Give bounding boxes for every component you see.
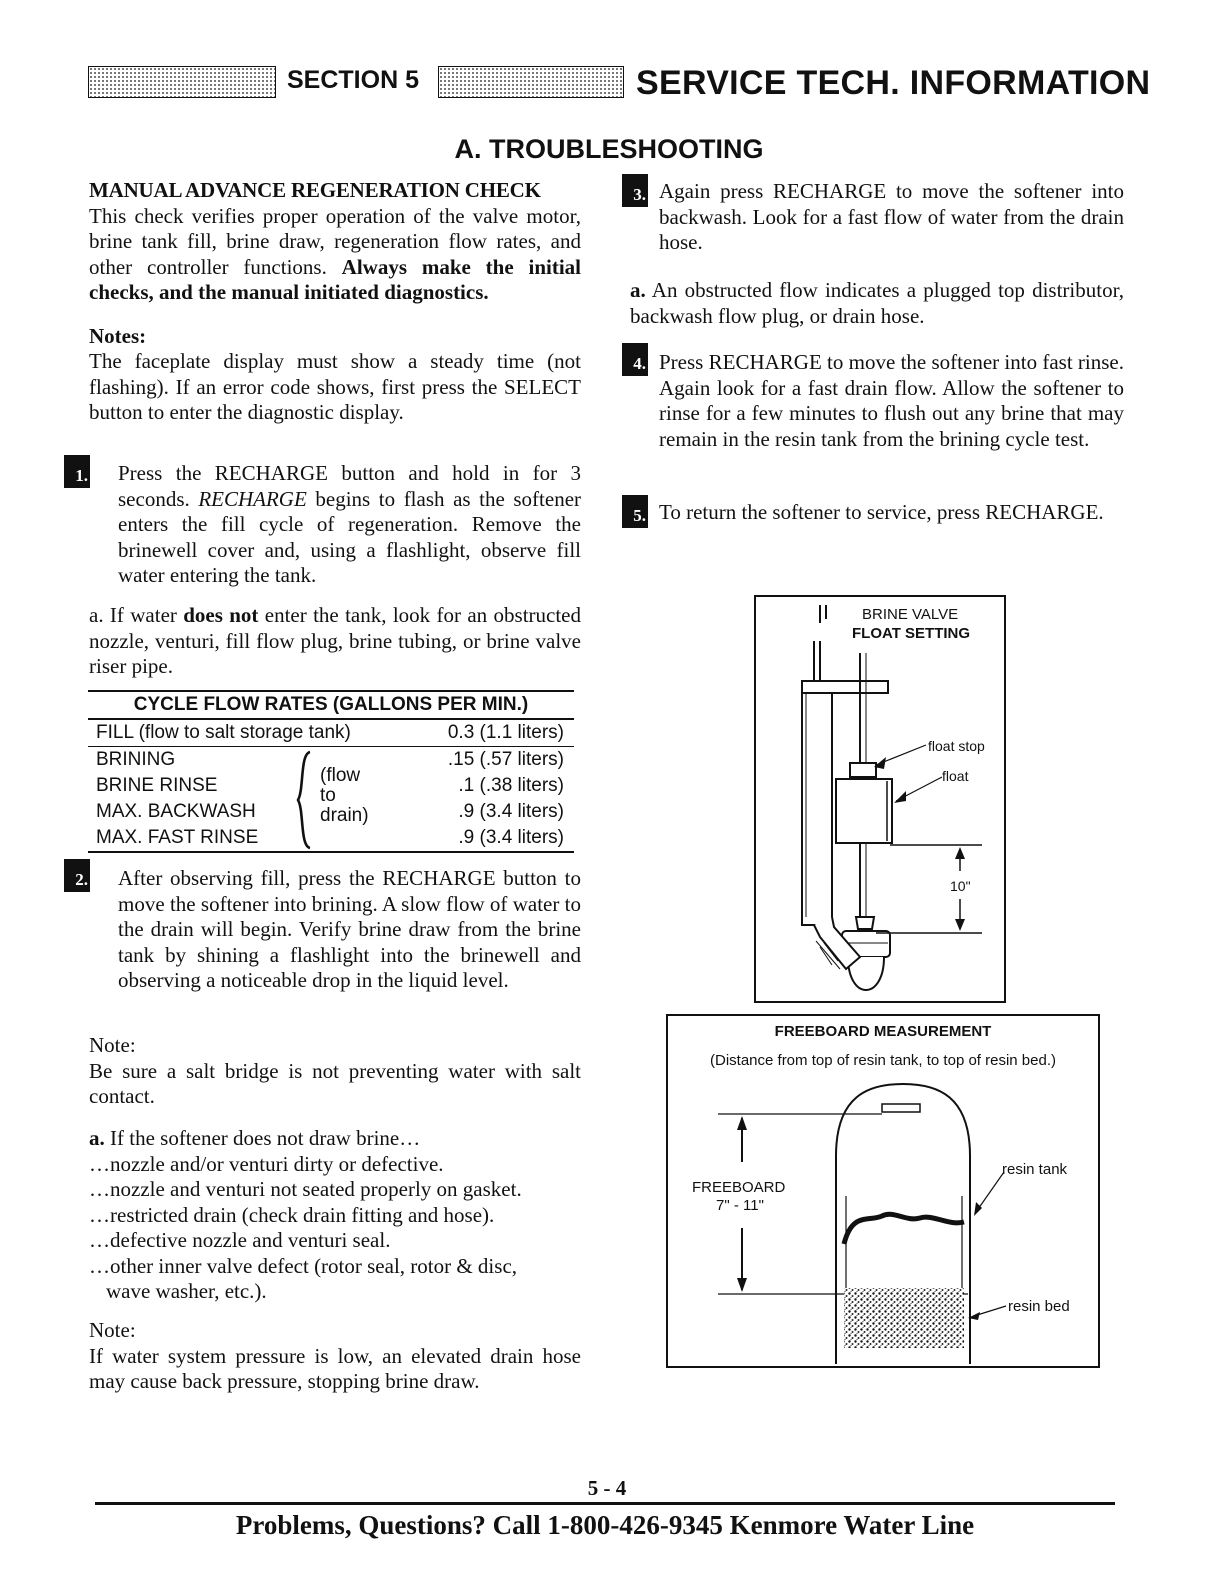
freeboard-figure [666, 1014, 1100, 1368]
step-4-text: Press RECHARGE to move the softener into fast rinse. Again look for a fast drain flow. Allow the softener to rinse for a few minutes to flush out any brine that may remain in the resin tank from the brining cycle test. [659, 350, 1124, 451]
list-item: …restricted drain (check drain fitting and hose). [89, 1202, 495, 1227]
step-badge-1: 1. [64, 455, 90, 488]
step-3a-body: An obstructed flow indicates a plugged top distributor, backwash flow plug, or drain hose. [630, 278, 1125, 328]
row-label: MAX. FAST RINSE [96, 827, 259, 848]
note-3 [89, 1318, 581, 1395]
resin-tank-label: resin tank [1002, 1161, 1068, 1178]
list-item: …other inner valve defect (rotor seal, rotor & disc, [89, 1253, 518, 1278]
footer-tagline: Problems, Questions? Call 1-800-426-9345 Kenmore Water Line [235, 1510, 975, 1540]
step-3-text: Again press RECHARGE to move the softener into backwash. Look for a fast flow of water from the drain hose. [659, 179, 1124, 254]
step-1-part-b: begins to flash as the softener enters the fill cycle of regeneration. Remove the brinewell cover and, using a flashlight, observe fill water entering the tank. [118, 486, 582, 587]
note-2-label: Note: [89, 1033, 136, 1057]
float-assembly-drawing [756, 597, 1004, 1001]
step-3a-text [630, 278, 1124, 329]
note-3-text: If water system pressure is low, an elevated drain hose may cause back pressure, stopping brine draw. [89, 1343, 581, 1393]
list-item: …nozzle and/or venturi dirty or defective. [89, 1151, 444, 1176]
brace-icon [294, 750, 316, 850]
figure-1-title-1: BRINE VALVE [862, 606, 959, 623]
page-number: 5 - 4 [587, 1476, 627, 1500]
figure-1-title-2: FLOAT SETTING [852, 625, 971, 642]
list-item: …nozzle and venturi not seated properly on gasket. [89, 1177, 522, 1201]
note-2 [89, 1033, 581, 1110]
freeboard-label: FREEBOARD [692, 1179, 786, 1196]
notes-text: The faceplate display must show a steady time (not flashing). If an error code shows, first press the SELECT button to enter the diagnostic display. [89, 349, 581, 424]
flow-rates-title: CYCLE FLOW RATES (GALLONS PER MIN.) [88, 690, 574, 720]
brace-label [320, 766, 369, 826]
step-2-text: After observing fill, press the RECHARGE button to move the softener into brining. A slow flow of water to the drain will begin. Verify brine draw from the brine tank by shining a flashlight into the brinewell and observing a noticeable drop in the liquid level. [118, 866, 581, 992]
step-1-text [118, 461, 581, 589]
resin-bed-label: resin bed [1008, 1298, 1070, 1315]
section-label: SECTION 5 [287, 66, 419, 94]
freeboard-caption: (Distance from top of resin tank, to top of resin bed.) [710, 1052, 1056, 1069]
step-badge-3: 3. [622, 174, 648, 207]
note-2-text: Be sure a salt bridge is not preventing water with salt contact. [89, 1058, 581, 1108]
row-value: .9 (3.4 liters) [458, 801, 564, 822]
note-3-label: Note: [89, 1318, 136, 1342]
float-stop-label: float stop [928, 738, 985, 754]
freeboard-range: 7" - 11" [716, 1197, 764, 1214]
list-item: wave washer, etc.). [106, 1279, 267, 1303]
step-1-part-a: Press the RECHARGE button and hold in for 3 seconds. [118, 461, 581, 511]
list-item: …defective nozzle and venturi seal. [89, 1228, 391, 1252]
row-label: BRINE RINSE [96, 775, 218, 796]
check-heading: MANUAL ADVANCE REGENERATION CHECK [89, 178, 541, 202]
intro-text [89, 204, 581, 306]
row-value: .15 (.57 liters) [447, 749, 564, 770]
brine-valve-figure [754, 595, 1006, 1003]
notes-label: Notes: [89, 323, 147, 348]
step-1a-post: enter the tank, look for an obstructed nozzle, venturi, fill flow plug, brine tubing, or brine valve riser pipe. [89, 603, 581, 678]
intro-plain: This check verifies proper operation of the valve motor, brine tank fill, brine draw, regeneration flow rates, and other controller functions. [89, 203, 581, 279]
step-1a-bold: does not [183, 603, 259, 627]
step-3a-label: a. [630, 278, 646, 302]
row-label: FILL (flow to salt storage tank) [96, 722, 351, 743]
dimension-label: 10" [950, 878, 971, 894]
row-value: .1 (.38 liters) [458, 775, 564, 796]
brace-line: to [320, 785, 336, 806]
footer-rule [95, 1502, 1115, 1505]
step-badge-2: 2. [64, 859, 90, 892]
step-1a-label: a. [89, 603, 104, 627]
step-badge-5: 5. [622, 495, 648, 528]
brine-list [89, 1126, 589, 1305]
intro-block [89, 178, 581, 426]
freeboard-title: FREEBOARD MEASUREMENT [774, 1023, 992, 1040]
step-1-italic: RECHARGE [198, 486, 307, 511]
header-pattern-left [88, 66, 276, 98]
row-label: BRINING [96, 749, 176, 770]
resin-tank-drawing [668, 1016, 1098, 1366]
table-row [88, 825, 574, 853]
step-5-text: To return the softener to service, press RECHARGE. [659, 500, 1104, 524]
float-label: float [942, 768, 969, 784]
brace-line: drain) [320, 805, 369, 826]
list-title: If the softener does not draw brine… [110, 1126, 421, 1150]
intro-bold: Always make the initial checks, and the manual initiated diagnostics. [89, 254, 581, 304]
row-value: 0.3 (1.1 liters) [447, 722, 564, 743]
flow-rates-table [88, 690, 574, 853]
step-1a-pre: If water [109, 603, 177, 627]
table-row [88, 720, 574, 746]
step-badge-4: 4. [622, 343, 648, 376]
page-title: SERVICE TECH. INFORMATION [636, 64, 1151, 102]
section-subtitle: A. TROUBLESHOOTING [454, 134, 764, 164]
brace-line: (flow [320, 765, 361, 786]
header-pattern-right [438, 66, 624, 98]
row-value: .9 (3.4 liters) [458, 827, 564, 848]
step-1a-text [89, 603, 581, 680]
list-label: a. [89, 1126, 105, 1150]
row-label: MAX. BACKWASH [96, 801, 256, 822]
